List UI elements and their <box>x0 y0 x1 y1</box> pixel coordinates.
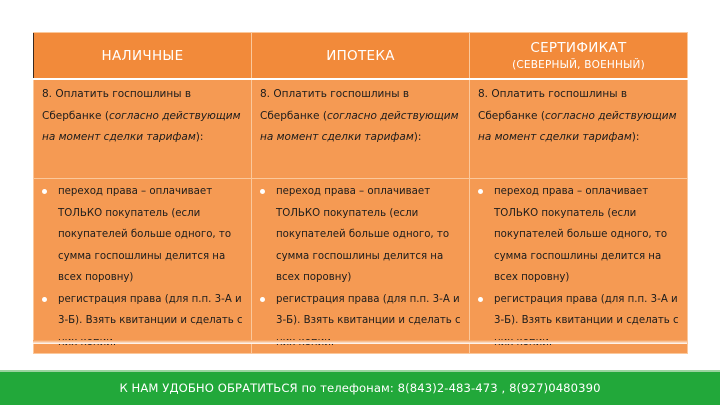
list-item <box>478 181 679 289</box>
step-cell-cash <box>34 79 252 179</box>
step-italic-text: согласно действующим на момент сделки тарифам <box>478 109 677 143</box>
bullet-dot-icon <box>260 297 265 302</box>
bullet-text: регистрация права (для п.п. 3-А и 3-Б). Взять квитанции и сделать с <box>58 293 243 326</box>
list-item <box>42 181 243 289</box>
step-text-end: ): <box>413 131 422 143</box>
column-header-cash <box>34 33 252 80</box>
column-title: СЕРТИФИКАТ <box>530 40 627 56</box>
bullets-row <box>34 179 688 354</box>
bullet-text: регистрация права (для п.п. 3-А и 3-Б). Взять квитанции и сделать с <box>276 293 461 326</box>
bullet-dot-icon <box>478 297 483 302</box>
footer-contact-text: К НАМ УДОБНО ОБРАТИТЬСЯ по телефонам: 8(843)2-483-473 , 8(927)0480390 <box>119 381 601 395</box>
comparison-table <box>33 32 688 354</box>
bullet-list <box>42 181 243 353</box>
bullet-text: переход права – оплачивает ТОЛЬКО покупатель (если покупателей больше одного, то сумма госпошлины делится на всех поровну) <box>276 186 450 283</box>
column-title: НАЛИЧНЫЕ <box>101 47 184 64</box>
column-title: ИПОТЕКА <box>326 47 395 64</box>
bullets-cell-mortgage <box>252 179 470 354</box>
step-text-end: ): <box>631 131 640 143</box>
bullet-list <box>260 181 461 353</box>
bullet-dot-icon <box>260 189 265 194</box>
bullets-cell-cash <box>34 179 252 354</box>
table-bottom-fade <box>33 340 687 344</box>
step-text: 8. Оплатить госпошлины в Сбербанке ( <box>42 88 192 122</box>
step-cell-certificate <box>470 79 688 179</box>
bullet-list <box>478 181 679 353</box>
step-text: 8. Оплатить госпошлины в Сбербанке ( <box>478 88 628 122</box>
step-italic-text: согласно действующим на момент сделки тарифам <box>260 109 459 143</box>
bullets-cell-certificate <box>470 179 688 354</box>
bullet-text: регистрация права (для п.п. 3-А и 3-Б). Взять квитанции и сделать с <box>494 293 679 326</box>
column-header-mortgage <box>252 33 470 80</box>
step-italic-text: согласно действующим на момент сделки тарифам <box>42 109 241 143</box>
step-row <box>34 79 688 179</box>
bullet-dot-icon <box>42 297 47 302</box>
step-text-end: ): <box>195 131 204 143</box>
bullet-dot-icon <box>42 189 47 194</box>
contact-footer-bar <box>0 370 720 405</box>
list-item <box>260 181 461 289</box>
bullet-text: переход права – оплачивает ТОЛЬКО покупатель (если покупателей больше одного, то сумма госпошлины делится на всех поровну) <box>494 186 668 283</box>
step-text: 8. Оплатить госпошлины в Сбербанке ( <box>260 88 410 122</box>
step-cell-mortgage <box>252 79 470 179</box>
bullet-dot-icon <box>478 189 483 194</box>
bullet-text: переход права – оплачивает ТОЛЬКО покупатель (если покупателей больше одного, то сумма госпошлины делится на всех поровну) <box>58 186 232 283</box>
column-header-certificate <box>470 33 688 80</box>
header-row <box>34 33 688 80</box>
column-subtitle: (СЕВЕРНЫЙ, ВОЕННЫЙ) <box>512 59 645 71</box>
